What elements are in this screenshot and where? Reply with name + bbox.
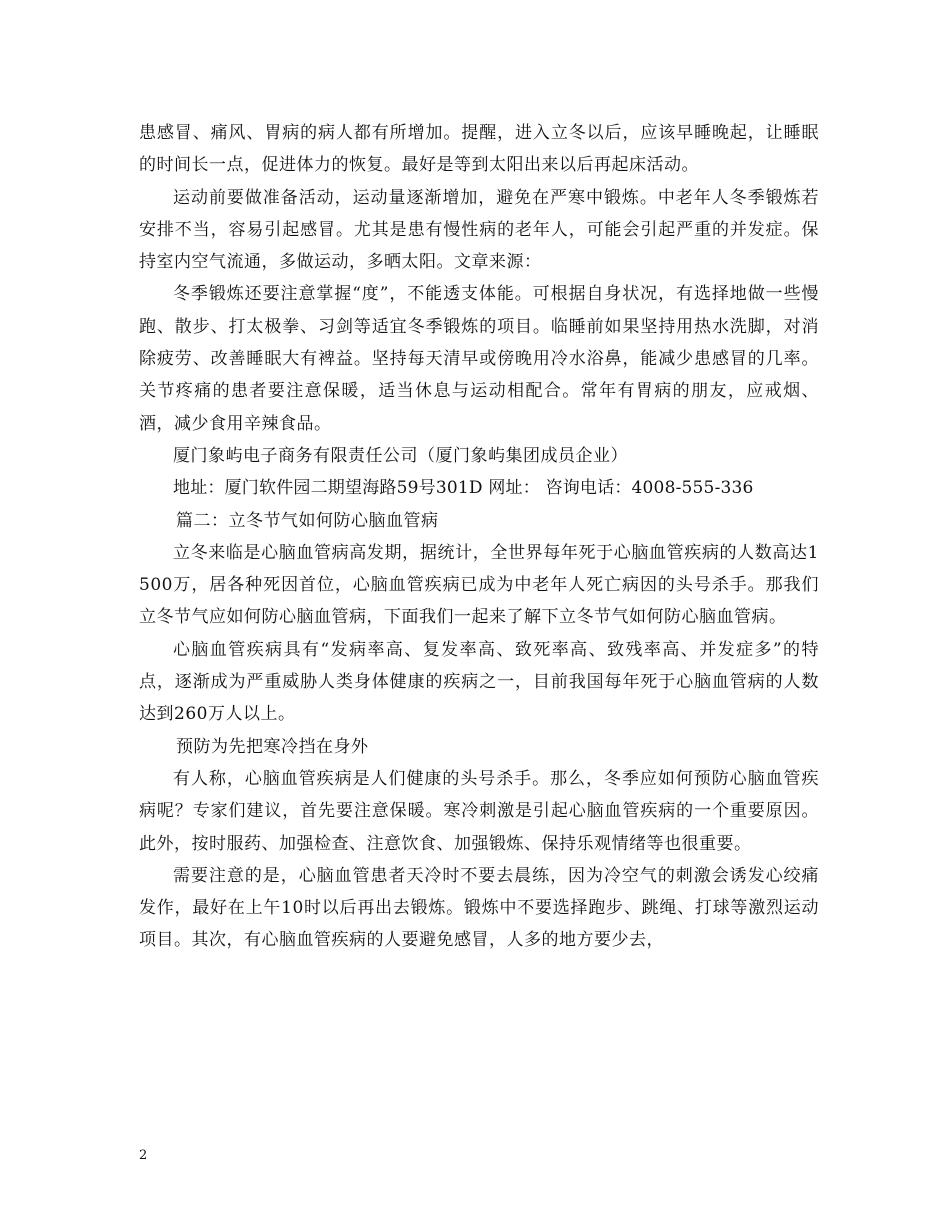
- paragraph-exercise-preparation: 运动前要做准备活动，运动量逐渐增加，避免在严寒中锻炼。中老年人冬季锻炼若安排不当，容易引起感冒。尤其是患有慢性病的老年人，可能会引起严重的并发症。保持室内空气流通，多做运动，多晒太阳。文章来源：: [139, 187, 819, 273]
- paragraph-winter-exercise: 冬季锻炼还要注意掌握“度”，不能透支体能。可根据自身状况，有选择地做一些慢跑、散步、打太极拳、习剑等适宜冬季锻炼的项目。临睡前如果坚持用热水洗脚，对消除疲劳、改善睡眠大有裨益。坚持每天清早或傍晚用冷水浴鼻，能减少患感冒的几率。关节疼痛的患者要注意保暖，适当休息与运动相配合。常年有胃病的朋友，应戒烟、酒，减少食用辛辣食品。: [139, 284, 819, 434]
- section-heading-part-two: 篇二：立冬节气如何防心脑血管病: [176, 510, 439, 531]
- paragraph-prevention-advice: 有人称，心脑血管疾病是人们健康的头号杀手。那么，冬季应如何预防心脑血管疾病呢？专家们建议，首先要注意保暖。寒冷刺激是引起心脑血管疾病的一个重要原因。此外，按时服药、加强检查、注意饮食、加强锻炼、保持乐观情绪等也很重要。: [139, 768, 819, 854]
- paragraph-exercise-caution: 需要注意的是，心脑血管患者天冷时不要去晨练，因为冷空气的刺激会诱发心绞痛发作，最好在上午10时以后再出去锻炼。锻炼中不要选择跑步、跳绳、打球等激烈运动项目。其次，有心脑血管疾病的人要避免感冒，人多的地方要少去，: [139, 865, 819, 951]
- paragraph-continuation: 患感冒、痛风、胃病的病人都有所增加。提醒，进入立冬以后，应该早睡晚起，让睡眠的时间长一点，促进体力的恢复。最好是等到太阳出来以后再起床活动。: [139, 123, 819, 176]
- paragraph-disease-characteristics: 心脑血管疾病具有“发病率高、复发率高、致死率高、致残率高、并发症多”的特点，逐渐成为严重威胁人类身体健康的疾病之一，目前我国每年死于心脑血管病的人数达到260万人以上。: [139, 639, 819, 725]
- company-contact-line: 地址：厦门软件园二期望海路59号301D 网址： 咨询电话：4008-555-336: [173, 478, 754, 499]
- document-body: [139, 117, 819, 957]
- paragraph-winter-cardiovascular-risk: 立冬来临是心脑血管病高发期，据统计，全世界每年死于心脑血管疾病的人数高达1500万，居各种死因首位，心脑血管疾病已成为中老年人死亡病因的头号杀手。那我们立冬节气应如何防心脑血管病，下面我们一起来了解下立冬节气如何防心脑血管病。: [139, 542, 819, 628]
- company-name-line: 厦门象屿电子商务有限责任公司（厦门象屿集团成员企业）: [173, 445, 628, 466]
- subheading-prevention: 预防为先把寒冷挡在身外: [176, 736, 369, 757]
- page-number: 2: [139, 1148, 148, 1163]
